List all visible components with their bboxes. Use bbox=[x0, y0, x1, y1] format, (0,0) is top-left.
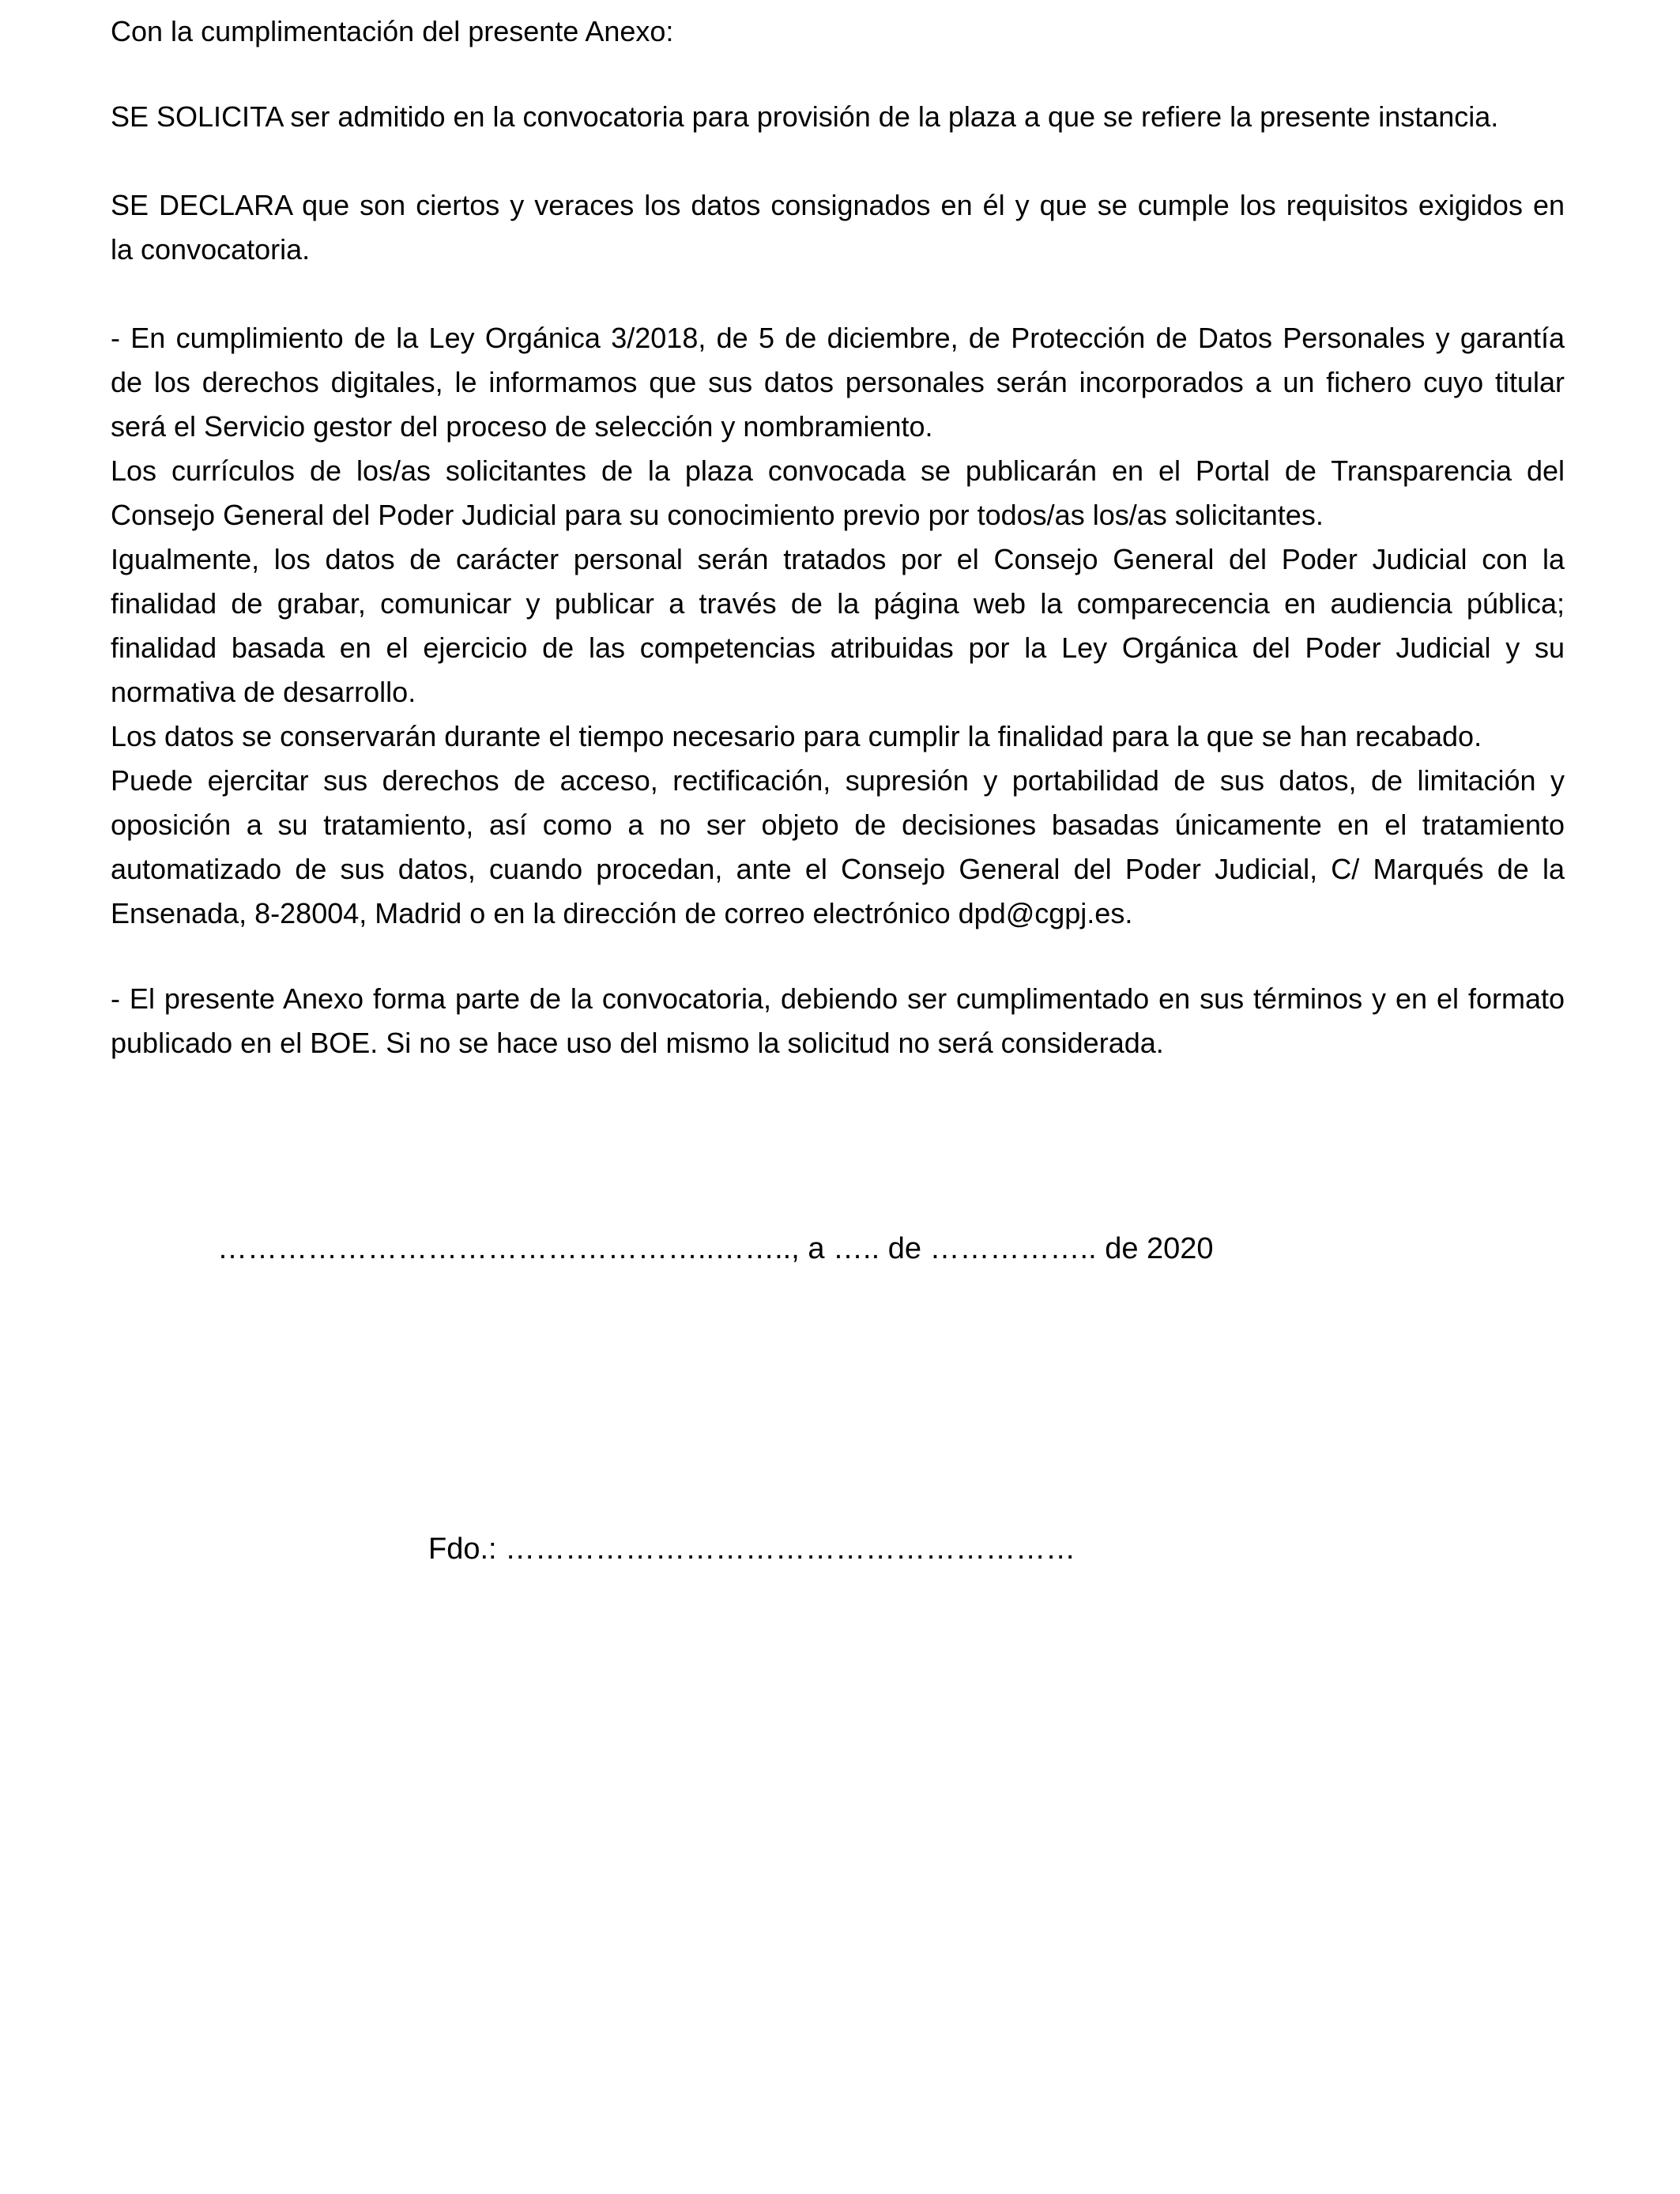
curriculos-line: Consejo General del Poder Judicial para su conocimiento previo por todos/as los/as solicitantes. bbox=[111, 499, 1324, 531]
proteccion-paragraph bbox=[111, 316, 1565, 936]
curriculos-line: Los currículos de los/as solicitantes de la plaza convocada se publicarán en el Portal de Transparencia del bbox=[111, 454, 1565, 487]
intro-paragraph bbox=[111, 9, 1565, 54]
derechos-line: oposición a su tratamiento, así como a no ser objeto de decisiones basadas únicamente en el tratamiento bbox=[111, 809, 1565, 841]
derechos-line: Puede ejercitar sus derechos de acceso, rectificación, supresión y portabilidad de sus datos, de limitación y bbox=[111, 764, 1565, 797]
derechos-line: Ensenada, 8-28004, Madrid o en la dirección de correo electrónico dpd@cgpj.es. bbox=[111, 897, 1133, 929]
declara-line: SE DECLARA que son ciertos y veraces los datos consignados en él y que se cumple los requisitos exigidos en bbox=[111, 189, 1565, 221]
anexo-line: - El presente Anexo forma parte de la convocatoria, debiendo ser cumplimentado en sus términos y en el formato bbox=[111, 982, 1565, 1015]
proteccion-line: - En cumplimiento de la Ley Orgánica 3/2018, de 5 de diciembre, de Protección de Datos Personales y garantía bbox=[111, 322, 1565, 354]
intro-text: Con la cumplimentación del presente Anexo: bbox=[111, 15, 674, 47]
conservacion-line: Los datos se conservarán durante el tiempo necesario para cumplir la finalidad para la que se han recabado. bbox=[111, 720, 1482, 752]
proteccion-line: será el Servicio gestor del proceso de selección y nombramiento. bbox=[111, 410, 933, 443]
igualmente-line: finalidad de grabar, comunicar y publicar a través de la página web la comparecencia en audiencia pública; bbox=[111, 587, 1565, 620]
igualmente-line: Igualmente, los datos de carácter personal serán tratados por el Consejo General del Poder Judicial con la bbox=[111, 543, 1565, 575]
anexo-paragraph bbox=[111, 977, 1565, 1065]
derechos-line: automatizado de sus datos, cuando procedan, ante el Consejo General del Poder Judicial, C/ Marqués de la bbox=[111, 853, 1565, 885]
signature-line: Fdo.: ………………………………………………… bbox=[428, 1532, 1076, 1566]
declara-line: la convocatoria. bbox=[111, 233, 311, 266]
proteccion-line: de los derechos digitales, le informamos que sus datos personales serán incorporados a un fichero cuyo titular bbox=[111, 366, 1565, 398]
declara-paragraph bbox=[111, 183, 1565, 272]
date-place-line: …………………………………………..…….., a ….. de …………….. de 2020 bbox=[217, 1232, 1214, 1265]
solicita-text: SE SOLICITA ser admitido en la convocatoria para provisión de la plaza a que se refiere la presente instancia. bbox=[111, 100, 1499, 133]
igualmente-line: finalidad basada en el ejercicio de las competencias atribuidas por la Ley Orgánica del Poder Judicial y su bbox=[111, 631, 1565, 664]
solicita-paragraph bbox=[111, 95, 1565, 139]
igualmente-line: normativa de desarrollo. bbox=[111, 676, 416, 708]
anexo-line: publicado en el BOE. Si no se hace uso del mismo la solicitud no será considerada. bbox=[111, 1027, 1164, 1059]
